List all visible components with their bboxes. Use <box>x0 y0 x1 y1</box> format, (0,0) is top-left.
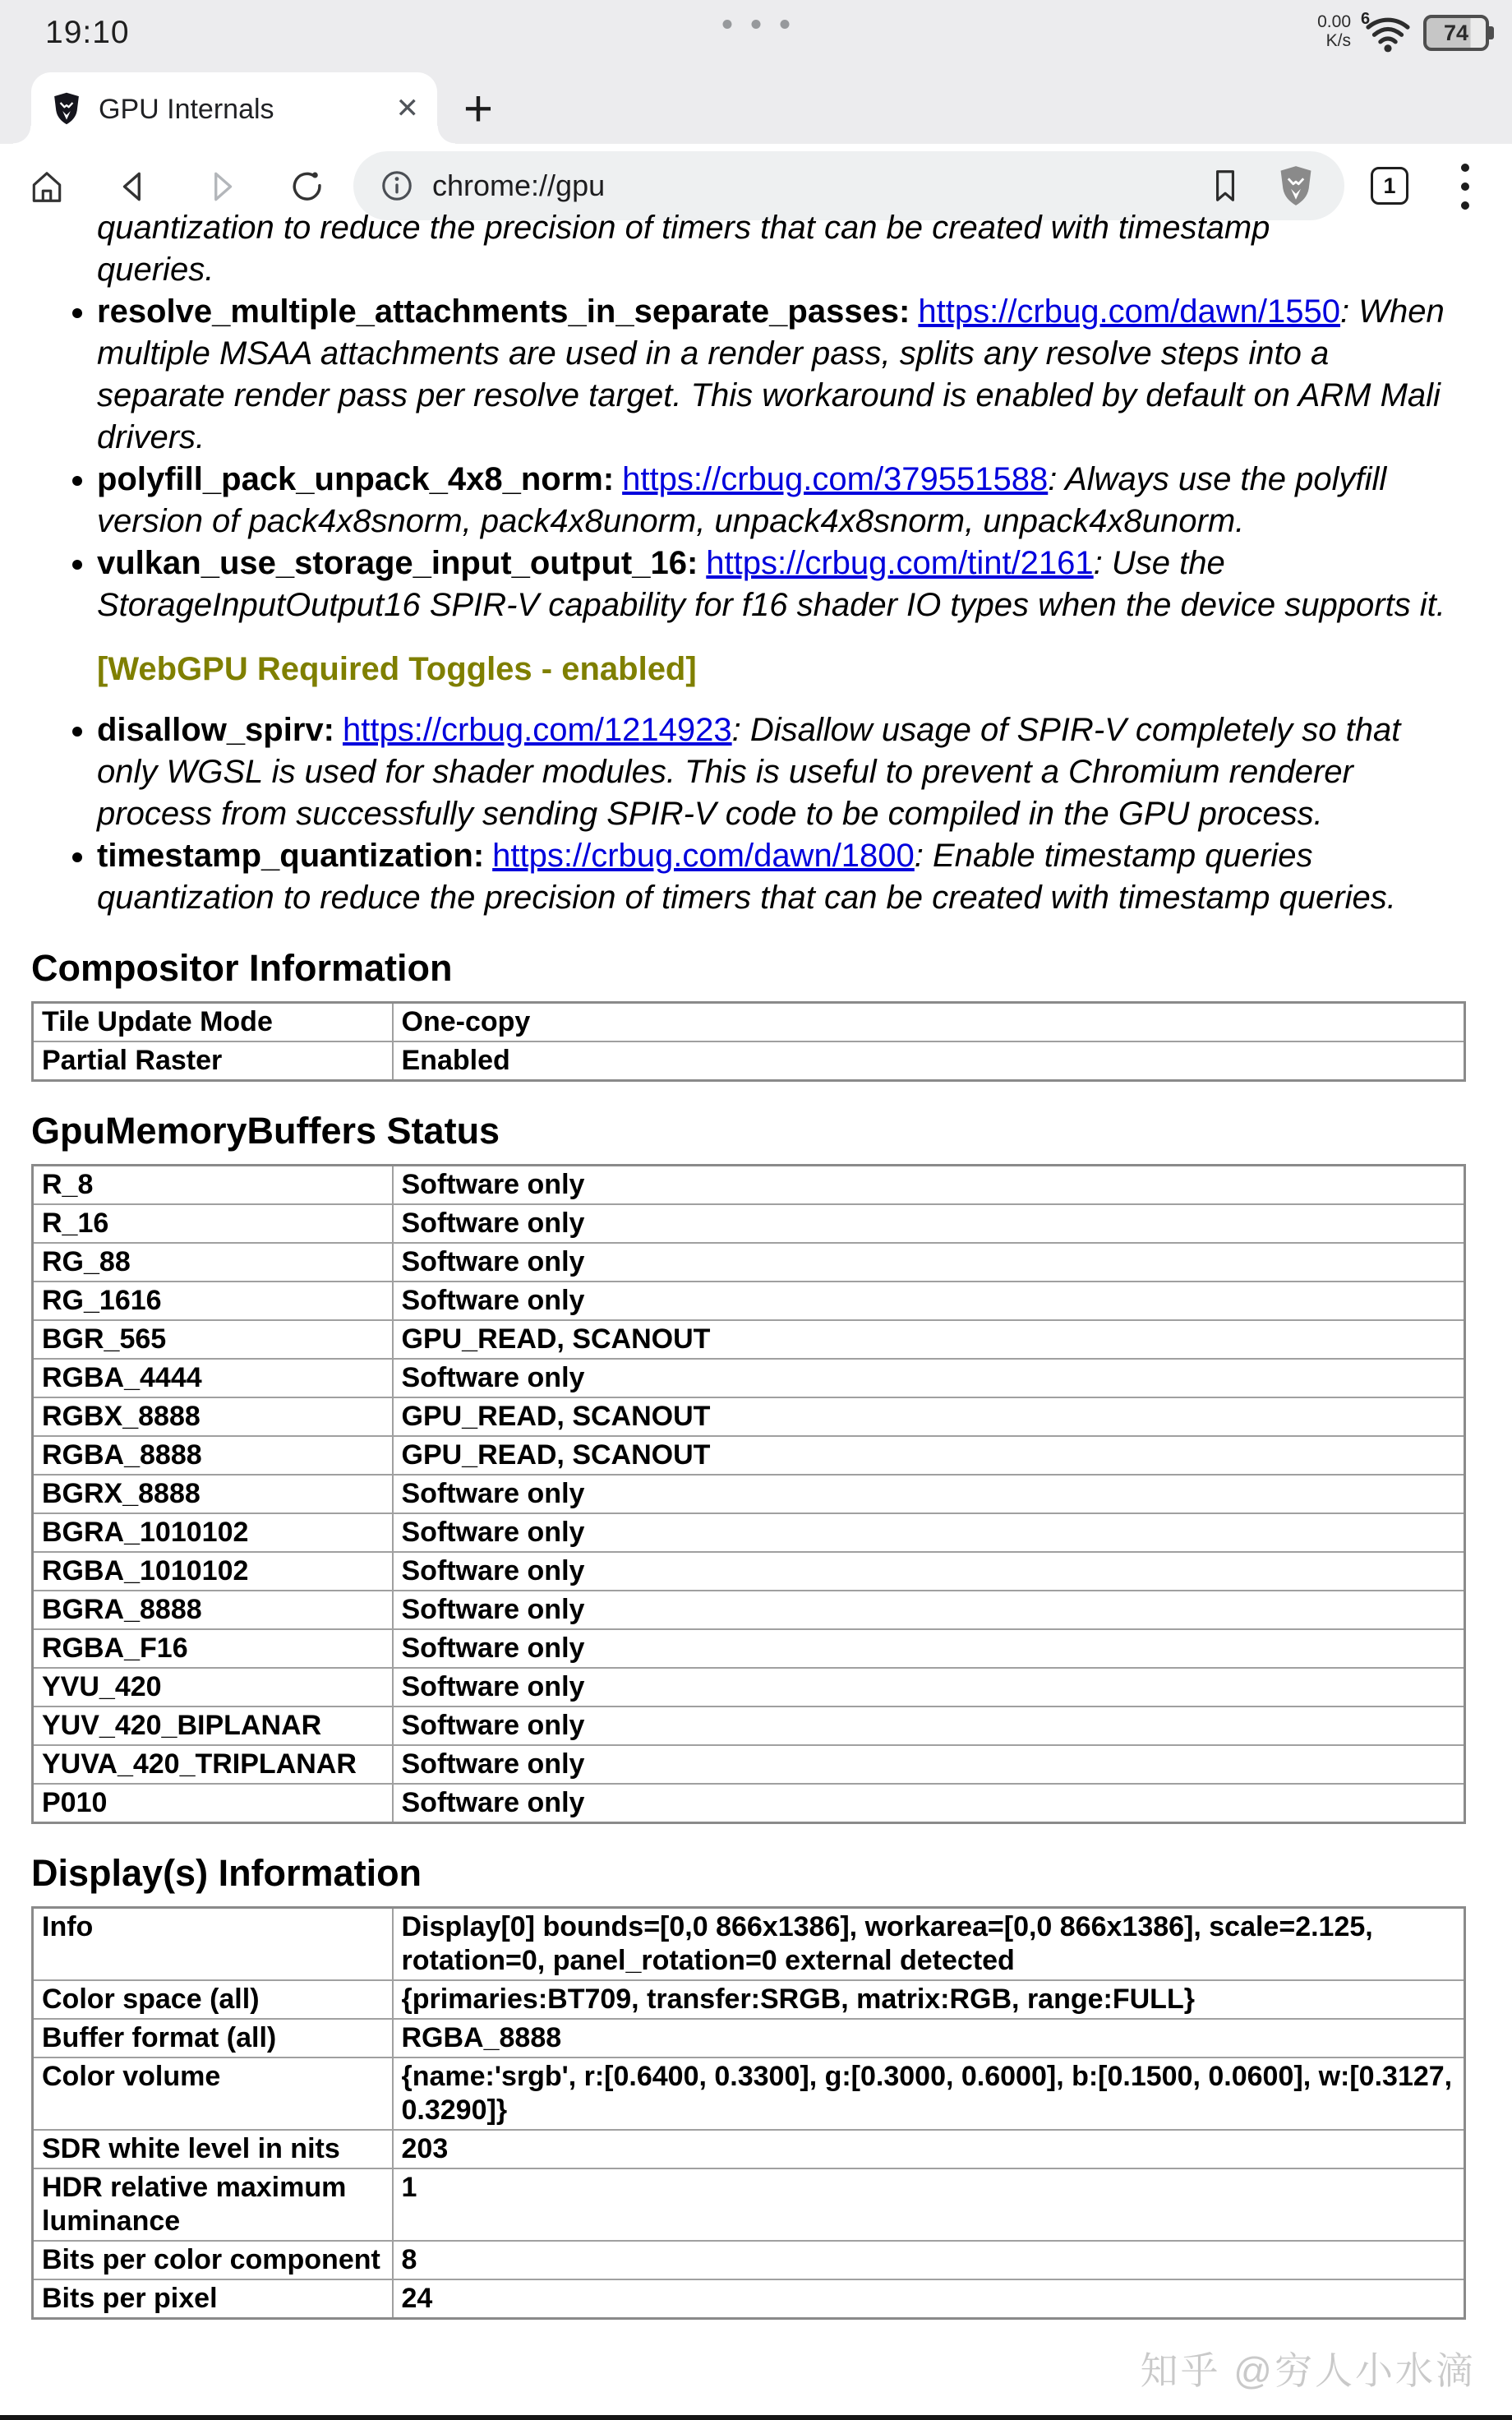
table-cell-value: Display[0] bounds=[0,0 866x1386], workarea=[0,0 866x1386], scale=2.125, rotation=0, panel_rotation=0 external detected <box>393 1908 1465 1981</box>
battery-percent: 74 <box>1443 20 1469 45</box>
table-cell-key: Bits per color component <box>33 2241 393 2279</box>
table-cell-value: Software only <box>393 1668 1465 1706</box>
table-row <box>33 2019 1465 2057</box>
table-cell-key: Color space (all) <box>33 1980 393 2019</box>
table-cell-value: {primaries:BT709, transfer:SRGB, matrix:RGB, range:FULL} <box>393 1980 1465 2019</box>
table-cell-value: GPU_READ, SCANOUT <box>393 1397 1465 1436</box>
table-cell-value: Software only <box>393 1282 1465 1320</box>
table-cell-key: HDR relative maximum luminance <box>33 2168 393 2241</box>
workaround-name: vulkan_use_storage_input_output_16: <box>97 545 698 581</box>
table-row <box>33 1397 1465 1436</box>
table-cell-key: SDR white level in nits <box>33 2130 393 2168</box>
workaround-item <box>97 459 1466 543</box>
status-bar <box>0 0 1512 70</box>
table-row <box>33 2241 1465 2279</box>
workaround-desc: : Use the StorageInputOutput16 SPIR-V capability for f16 shader IO types when the device supports it. <box>97 545 1445 623</box>
table-cell-value: Software only <box>393 1629 1465 1668</box>
table-row <box>33 2279 1465 2319</box>
network-speed <box>1317 12 1351 50</box>
tab-close-icon[interactable]: ✕ <box>395 93 419 124</box>
reload-button[interactable] <box>288 168 325 206</box>
brave-favicon-icon <box>49 91 84 126</box>
bookmark-icon[interactable] <box>1206 167 1244 205</box>
table-cell-value: 203 <box>393 2130 1465 2168</box>
workaround-name: polyfill_pack_unpack_4x8_norm: <box>97 461 615 497</box>
table-cell-key: Partial Raster <box>33 1041 393 1081</box>
toggle-item <box>97 709 1466 835</box>
clipped-paragraph-line2: queries. <box>97 252 214 288</box>
table-cell-value: 8 <box>393 2241 1465 2279</box>
section-title-compositor: Compositor Information <box>31 947 453 989</box>
table-cell-key: Buffer format (all) <box>33 2019 393 2057</box>
watermark: 知乎 @穷人小水滴 <box>1140 2349 1476 2392</box>
gpumemorybuffers-table <box>31 1164 1466 1824</box>
table-row <box>33 1980 1465 2019</box>
menu-button[interactable] <box>1461 164 1471 210</box>
crbug-link[interactable]: https://crbug.com/dawn/1550 <box>918 293 1341 330</box>
forward-button[interactable] <box>202 168 240 206</box>
table-row <box>33 1552 1465 1591</box>
table-row <box>33 1436 1465 1475</box>
screen-bottom-edge <box>0 2415 1512 2420</box>
toggle-item <box>97 835 1466 919</box>
camera-dots <box>723 20 790 29</box>
table-row <box>33 1745 1465 1784</box>
webgpu-toggles-heading: [WebGPU Required Toggles - enabled] <box>97 651 697 687</box>
table-cell-key: YUV_420_BIPLANAR <box>33 1706 393 1745</box>
browser-tab[interactable] <box>31 72 437 144</box>
table-row <box>33 2057 1465 2130</box>
table-cell-key: YUVA_420_TRIPLANAR <box>33 1745 393 1784</box>
crbug-link[interactable]: https://crbug.com/tint/2161 <box>706 545 1094 581</box>
table-cell-key: RG_88 <box>33 1243 393 1282</box>
table-cell-value: Software only <box>393 1513 1465 1552</box>
table-cell-key: R_16 <box>33 1204 393 1243</box>
table-row <box>33 1282 1465 1320</box>
table-cell-key: RGBA_4444 <box>33 1359 393 1397</box>
displays-table <box>31 1906 1466 2320</box>
table-row <box>33 1243 1465 1282</box>
new-tab-button[interactable]: + <box>463 80 494 137</box>
table-cell-value: Software only <box>393 1204 1465 1243</box>
home-button[interactable] <box>28 168 66 206</box>
brave-shield-icon[interactable] <box>1275 164 1316 207</box>
table-cell-key: Tile Update Mode <box>33 1003 393 1042</box>
table-row <box>33 1359 1465 1397</box>
table-row <box>33 2168 1465 2241</box>
tab-title: GPU Internals <box>99 94 274 125</box>
table-cell-key: Info <box>33 1908 393 1981</box>
table-row <box>33 1908 1465 1981</box>
table-cell-value: RGBA_8888 <box>393 2019 1465 2057</box>
table-cell-value: GPU_READ, SCANOUT <box>393 1320 1465 1359</box>
url-text[interactable]: chrome://gpu <box>432 169 606 202</box>
table-cell-value: GPU_READ, SCANOUT <box>393 1436 1465 1475</box>
table-row <box>33 1513 1465 1552</box>
table-row <box>33 1784 1465 1823</box>
table-cell-key: RGBA_8888 <box>33 1436 393 1475</box>
clipped-paragraph-line1: quantization to reduce the precision of timers that can be created with timestamp <box>97 210 1270 246</box>
table-row <box>33 1166 1465 1205</box>
table-row <box>33 1003 1465 1042</box>
wifi6-badge: 6 <box>1361 10 1371 28</box>
table-row <box>33 1041 1465 1081</box>
table-row <box>33 1591 1465 1629</box>
crbug-link[interactable]: https://crbug.com/1214923 <box>342 712 732 748</box>
workaround-desc: : Always use the polyfill version of pack4x8snorm, pack4x8unorm, unpack4x8snorm, unpack4x8unorm. <box>97 461 1387 539</box>
table-cell-key: Color volume <box>33 2057 393 2130</box>
table-cell-value: 24 <box>393 2279 1465 2319</box>
tab-counter-button[interactable] <box>1371 167 1408 205</box>
workaround-item <box>97 543 1466 626</box>
table-cell-key: BGR_565 <box>33 1320 393 1359</box>
table-cell-key: BGRX_8888 <box>33 1475 393 1513</box>
crbug-link[interactable]: https://crbug.com/379551588 <box>622 461 1049 497</box>
table-cell-value: Enabled <box>393 1041 1465 1081</box>
table-cell-key: Bits per pixel <box>33 2279 393 2319</box>
toggle-name: disallow_spirv: <box>97 712 334 748</box>
network-speed-value: 0.00 <box>1317 12 1351 31</box>
table-cell-key: BGRA_1010102 <box>33 1513 393 1552</box>
network-speed-unit: K/s <box>1325 31 1351 50</box>
crbug-link[interactable]: https://crbug.com/dawn/1800 <box>492 838 915 874</box>
toggle-name: timestamp_quantization: <box>97 838 485 874</box>
table-cell-value: Software only <box>393 1243 1465 1282</box>
table-row <box>33 1668 1465 1706</box>
table-cell-value: Software only <box>393 1745 1465 1784</box>
table-row <box>33 1320 1465 1359</box>
webgpu-toggles-list <box>31 709 1466 919</box>
table-row <box>33 2130 1465 2168</box>
page-content <box>0 210 1512 2415</box>
table-row <box>33 1706 1465 1745</box>
table-cell-value: Software only <box>393 1784 1465 1823</box>
table-row <box>33 1629 1465 1668</box>
toggle-desc: : Disallow usage of SPIR-V completely so that only WGSL is used for shader modules. This is useful to prevent a Chromium renderer process from successfully sending SPIR-V code to be compiled in the GPU process. <box>97 712 1401 832</box>
clock: 19:10 <box>45 15 130 50</box>
table-cell-key: R_8 <box>33 1166 393 1205</box>
table-cell-value: {name:'srgb', r:[0.6400, 0.3300], g:[0.3000, 0.6000], b:[0.1500, 0.0600], w:[0.3127, 0.3290]} <box>393 2057 1465 2130</box>
table-cell-key: P010 <box>33 1784 393 1823</box>
table-cell-value: One-copy <box>393 1003 1465 1042</box>
table-cell-value: Software only <box>393 1475 1465 1513</box>
table-cell-value: Software only <box>393 1552 1465 1591</box>
table-row <box>33 1204 1465 1243</box>
table-cell-value: Software only <box>393 1706 1465 1745</box>
tab-count: 1 <box>1383 173 1396 198</box>
page-info-icon[interactable] <box>378 167 416 205</box>
wifi-icon <box>1361 10 1412 53</box>
table-cell-value: 1 <box>393 2168 1465 2241</box>
chrome-top-band <box>0 0 1512 144</box>
workarounds-list <box>31 291 1466 626</box>
workaround-item <box>97 291 1466 459</box>
back-button[interactable] <box>115 168 153 206</box>
table-cell-key: BGRA_8888 <box>33 1591 393 1629</box>
section-title-gpumemorybuffers: GpuMemoryBuffers Status <box>31 1110 500 1152</box>
workaround-name: resolve_multiple_attachments_in_separate_passes: <box>97 293 910 330</box>
table-cell-key: RGBX_8888 <box>33 1397 393 1436</box>
workaround-desc: : When multiple MSAA attachments are used in a render pass, splits any resolve steps into a separate render pass per resolve target. This workaround is enabled by default on ARM Mali drivers. <box>97 293 1445 455</box>
table-cell-value: Software only <box>393 1591 1465 1629</box>
table-cell-key: YVU_420 <box>33 1668 393 1706</box>
table-cell-value: Software only <box>393 1359 1465 1397</box>
battery-icon <box>1423 15 1489 51</box>
section-title-displays: Display(s) Information <box>31 1852 422 1894</box>
compositor-table <box>31 1001 1466 1082</box>
toggle-desc: : Enable timestamp queries quantization to reduce the precision of timers that can be created with timestamp queries. <box>97 838 1396 916</box>
table-cell-key: RGBA_1010102 <box>33 1552 393 1591</box>
table-cell-key: RGBA_F16 <box>33 1629 393 1668</box>
table-cell-value: Software only <box>393 1166 1465 1205</box>
table-row <box>33 1475 1465 1513</box>
table-cell-key: RG_1616 <box>33 1282 393 1320</box>
